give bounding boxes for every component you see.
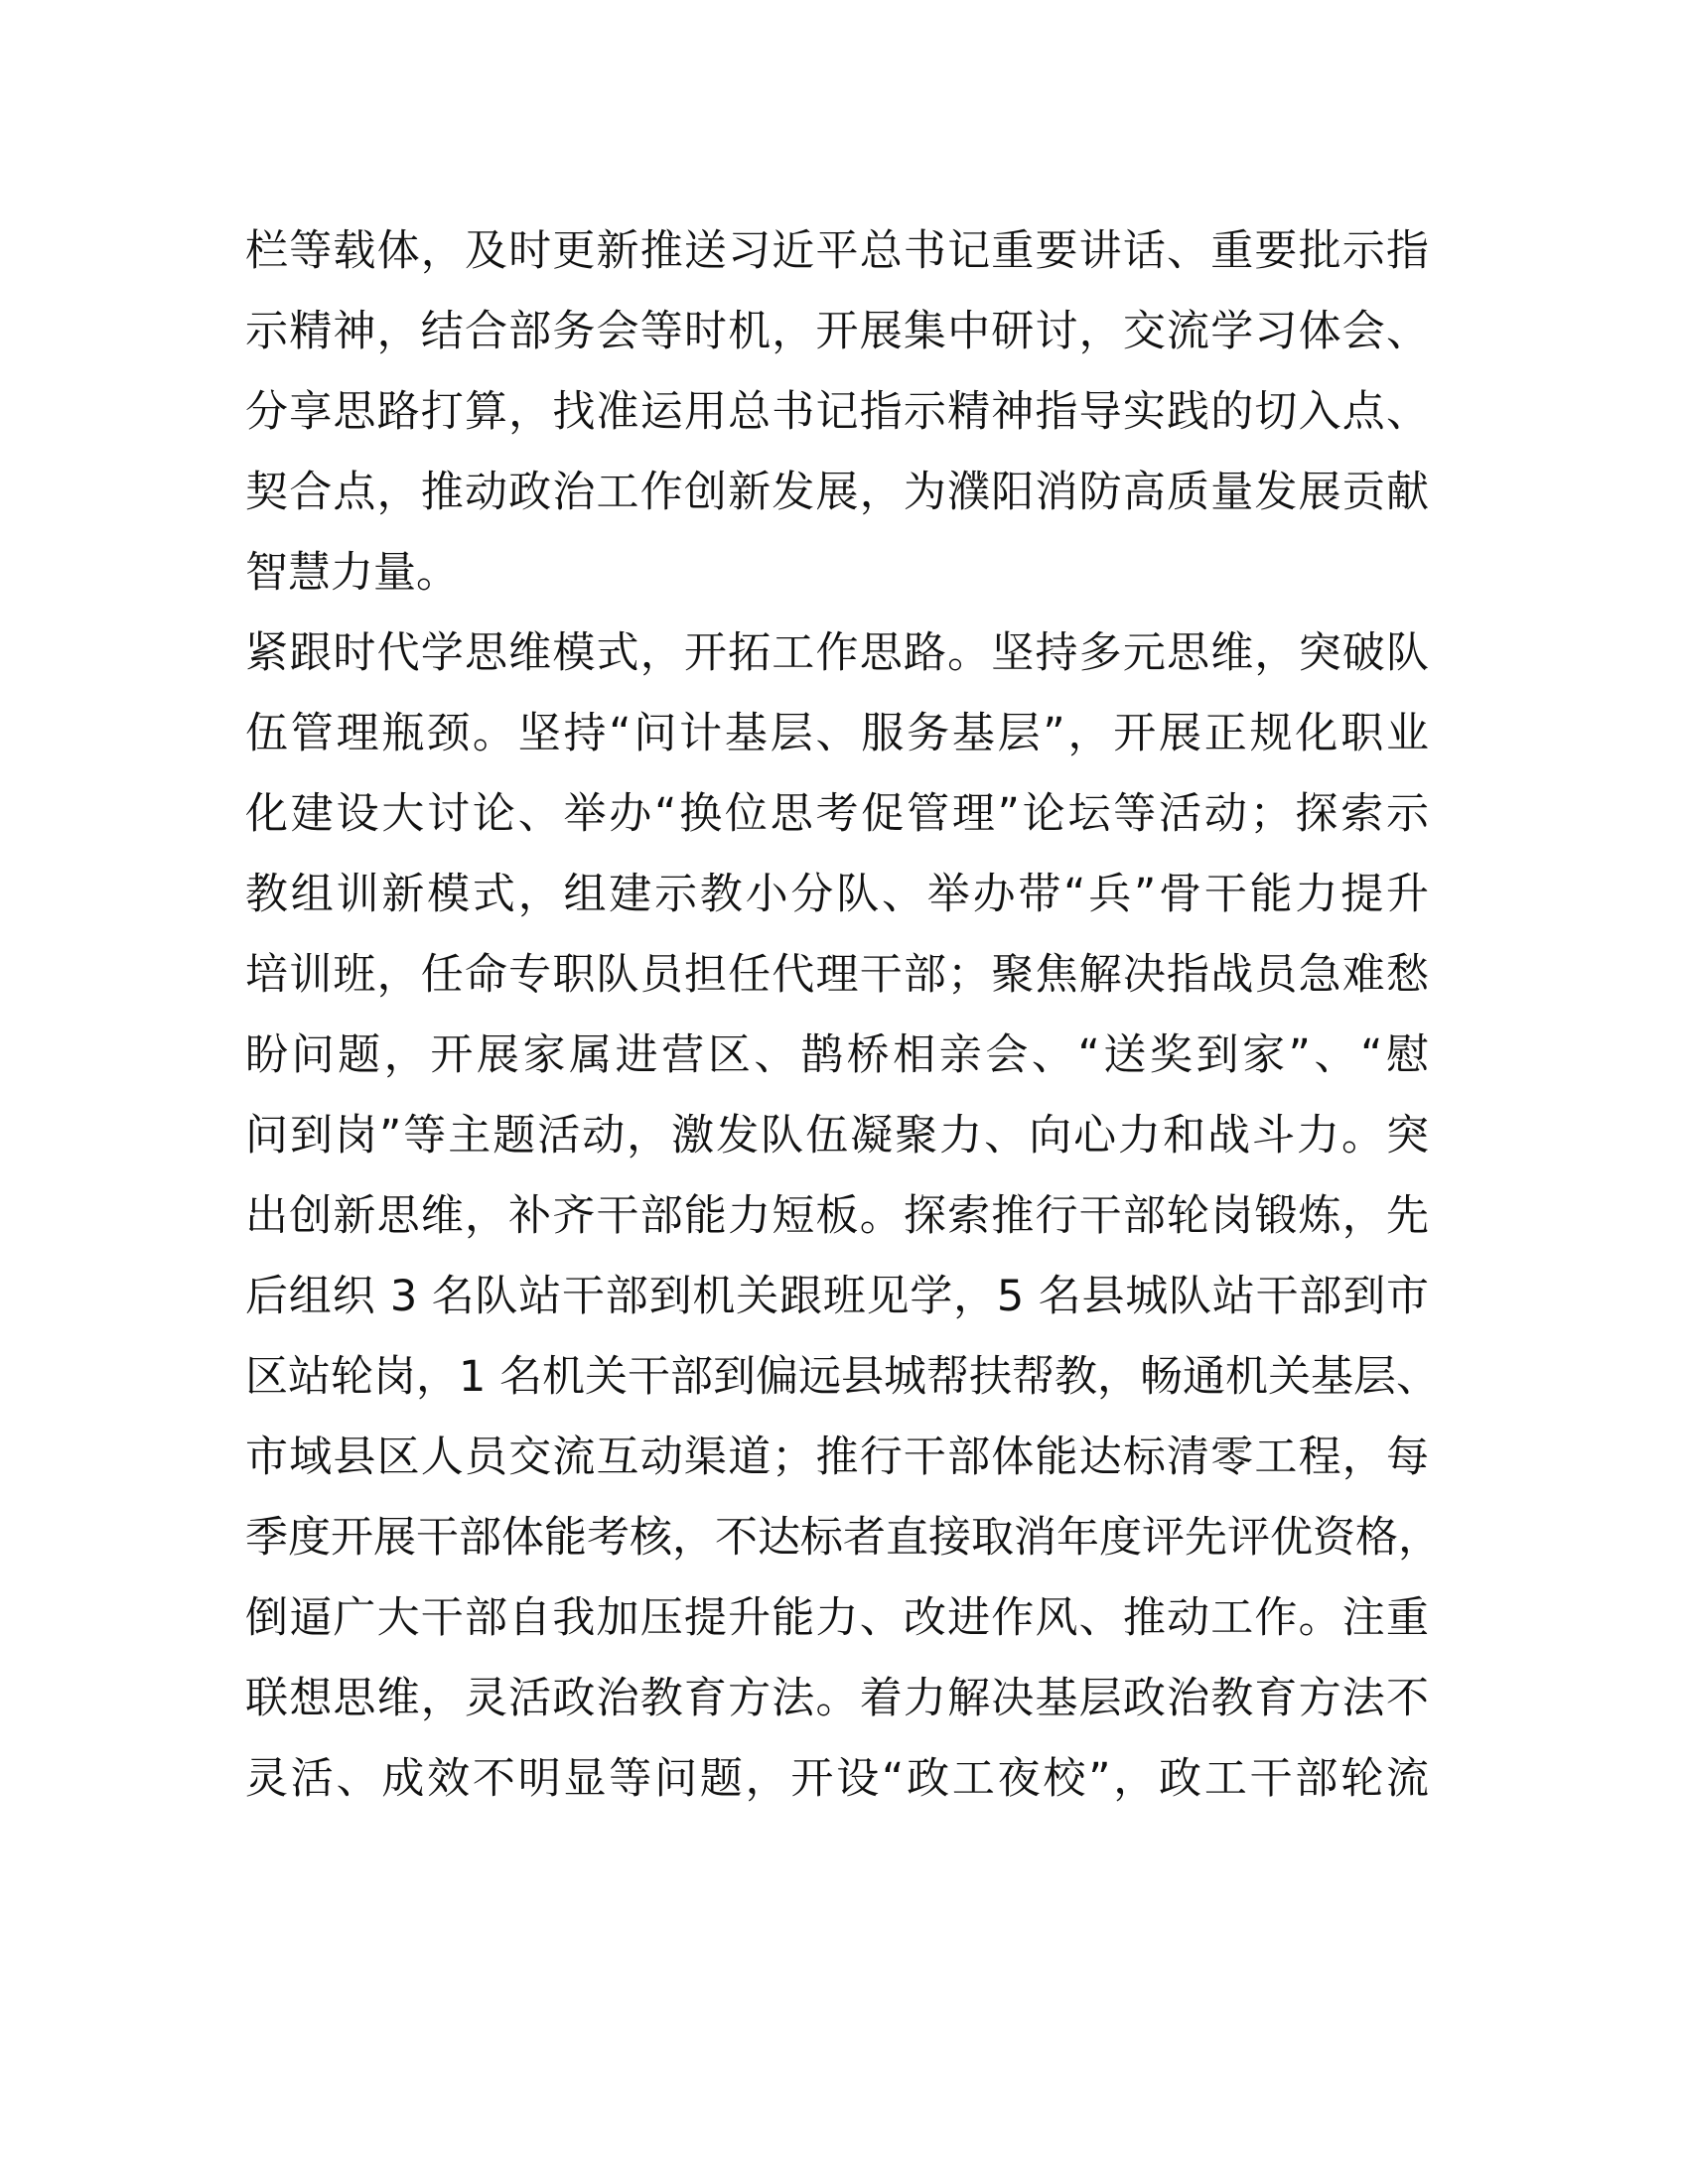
text-line: 联想思维，灵活政治教育方法。着力解决基层政治教育方法不 — [245, 1674, 1429, 1723]
text-line: 区站轮岗，1 名机关干部到偏远县城帮扶帮教，畅通机关基层、 — [245, 1352, 1440, 1402]
text-line: 灵活、成效不明显等问题，开设“政工夜校”，政工干部轮流 — [245, 1754, 1429, 1804]
text-line: 市域县区人员交流互动渠道；推行干部体能达标清零工程，每 — [245, 1433, 1429, 1482]
text-line: 出创新思维，补齐干部能力短板。探索推行干部轮岗锻炼，先 — [245, 1191, 1429, 1241]
text-line: 紧跟时代学思维模式，开拓工作思路。坚持多元思维，突破队 — [245, 628, 1429, 678]
paragraph-1 — [245, 211, 1429, 614]
text-line: 契合点，推动政治工作创新发展，为濮阳消防高质量发展贡献 — [245, 468, 1429, 517]
text-line: 问到岗”等主题活动，激发队伍凝聚力、向心力和战斗力。突 — [245, 1111, 1429, 1160]
text-line: 培训班，任命专职队员担任代理干部；聚焦解决指战员急难愁 — [245, 950, 1429, 1000]
text-line: 后组织 3 名队站干部到机关跟班见学，5 名县城队站干部到市 — [245, 1272, 1429, 1321]
text-line: 盼问题，开展家属进营区、鹊桥相亲会、“送奖到家”、“慰 — [245, 1030, 1429, 1080]
paragraph-2 — [245, 614, 1441, 1820]
text-line: 教组训新模式，组建示教小分队、举办带“兵”骨干能力提升 — [245, 870, 1429, 919]
text-line: 伍管理瓶颈。坚持“问计基层、服务基层”，开展正规化职业 — [245, 709, 1429, 758]
text-line: 示精神，结合部务会等时机，开展集中研讨，交流学习体会、 — [245, 307, 1429, 356]
text-line: 智慧力量。 — [245, 548, 459, 598]
document-page — [245, 211, 1441, 1820]
text-line: 季度开展干部体能考核，不达标者直接取消年度评先评优资格， — [245, 1513, 1441, 1563]
text-line: 化建设大讨论、举办“换位思考促管理”论坛等活动；探索示 — [245, 789, 1429, 839]
text-line: 分享思路打算，找准运用总书记指示精神指导实践的切入点、 — [245, 387, 1429, 437]
text-line: 栏等载体，及时更新推送习近平总书记重要讲话、重要批示指 — [245, 226, 1429, 276]
text-line: 倒逼广大干部自我加压提升能力、改进作风、推动工作。注重 — [245, 1593, 1429, 1643]
